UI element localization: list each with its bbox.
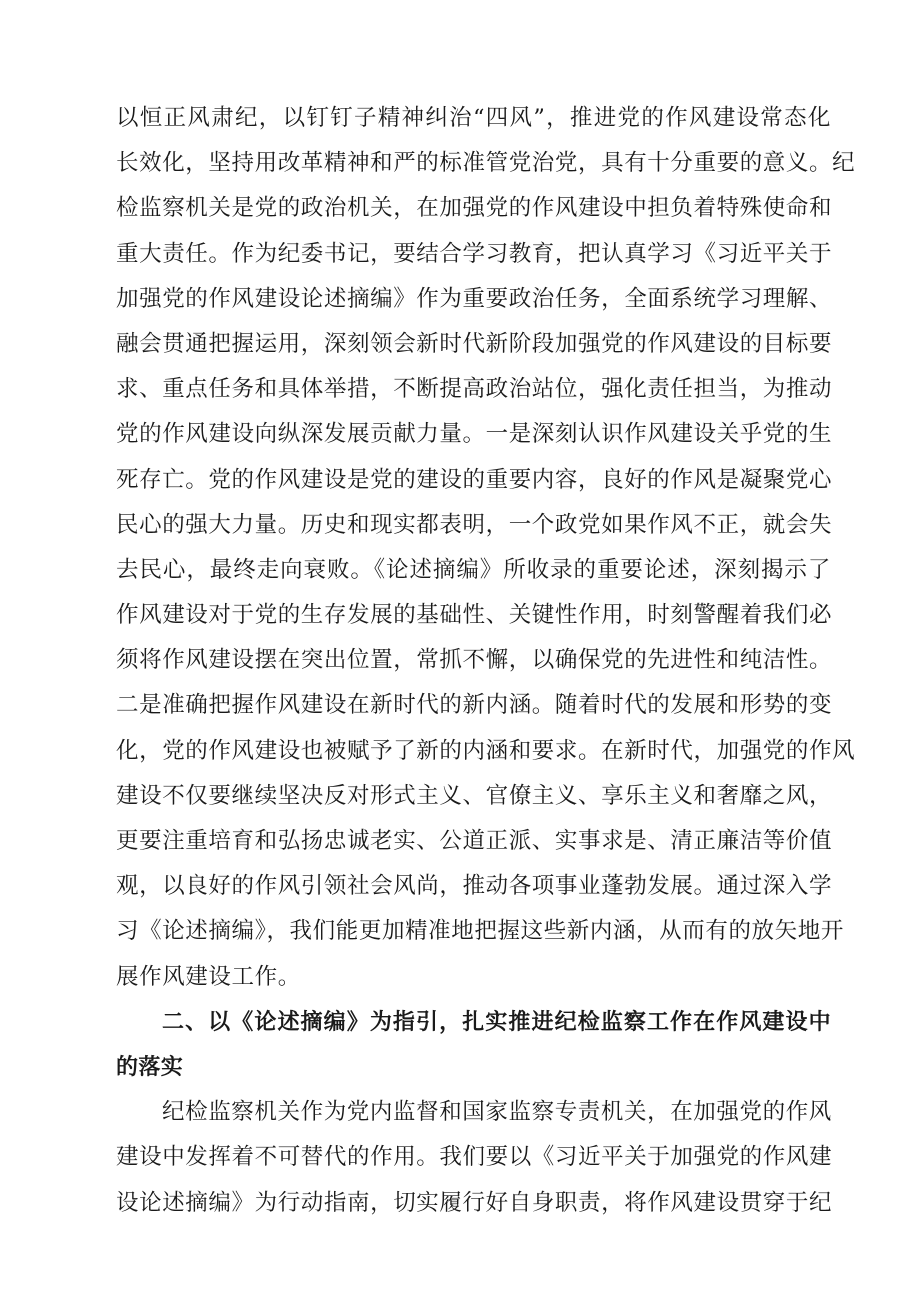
text-line: 民心的强大力量。历史和现实都表明，一个政党如果作风不正，就会失 — [116, 511, 833, 538]
text-line: 建设不仅要继续坚决反对形式主义、官僚主义、享乐主义和奢靡之风， — [116, 782, 833, 809]
text-line: 检监察机关是党的政治机关，在加强党的作风建设中担负着特殊使命和 — [116, 195, 833, 222]
section-heading — [116, 1000, 831, 1090]
text-line: 化，党的作风建设也被赋予了新的内涵和要求。在新时代，加强党的作风 — [116, 737, 856, 764]
text-line: 观，以良好的作风引领社会风尚，推动各项事业蓬勃发展。通过深入学 — [116, 873, 833, 900]
text-line: 纪检监察机关作为党内监督和国家监察专责机关，在加强党的作风 — [162, 1099, 832, 1126]
text-line: 加强党的作风建设论述摘编》作为重要政治任务，全面系统学习理解、 — [116, 285, 833, 312]
text-line: 作风建设对于党的生存发展的基础性、关键性作用，时刻警醒着我们必 — [116, 602, 833, 629]
heading-line: 的落实 — [116, 1054, 184, 1080]
text-line: 更要注重培育和弘扬忠诚老实、公道正派、实事求是、清正廉洁等价值 — [116, 828, 833, 854]
text-line: 融会贯通把握运用，深刻领会新时代新阶段加强党的作风建设的目标要 — [116, 330, 833, 357]
paragraph-discipline-role — [116, 1090, 831, 1226]
text-line: 去民心，最终走向衰败。《论述摘编》所收录的重要论述，深刻揭示了 — [116, 556, 831, 583]
text-line: 须将作风建设摆在突出位置，常抓不懈，以确保党的先进性和纯洁性。 — [116, 647, 833, 674]
paragraph-style-discipline — [116, 96, 856, 1000]
text-line: 二是准确把握作风建设在新时代的新内涵。随着时代的发展和形势的变 — [116, 692, 833, 719]
text-line: 以恒正风肃纪，以钉钉子精神纠治“四风”，推进党的作风建设常态化 — [116, 105, 831, 131]
text-line: 建设中发挥着不可替代的作用。我们要以《习近平关于加强党的作风建 — [116, 1144, 833, 1171]
heading-line: 二、以《论述摘编》为指引，扎实推进纪检监察工作在作风建设中 — [162, 1009, 831, 1035]
text-line: 党的作风建设向纵深发展贡献力量。一是深刻认识作风建设关乎党的生 — [116, 421, 833, 448]
text-line: 重大责任。作为纪委书记，要结合学习教育，把认真学习《习近平关于 — [116, 240, 833, 267]
text-line: 死存亡。党的作风建设是党的建设的重要内容，良好的作风是凝聚党心 — [116, 466, 833, 493]
text-line: 设论述摘编》为行动指南，切实履行好自身职责，将作风建设贯穿于纪 — [116, 1189, 833, 1216]
text-line: 长效化，坚持用改革精神和严的标准管党治党，具有十分重要的意义。纪 — [116, 150, 856, 177]
document-body — [116, 96, 856, 1226]
text-line: 展作风建设工作。 — [116, 963, 301, 990]
text-line: 习《论述摘编》，我们能更加精准地把握这些新内涵，从而有的放矢地开 — [116, 918, 844, 945]
text-line: 求、重点任务和具体举措，不断提高政治站位，强化责任担当，为推动 — [116, 376, 833, 403]
